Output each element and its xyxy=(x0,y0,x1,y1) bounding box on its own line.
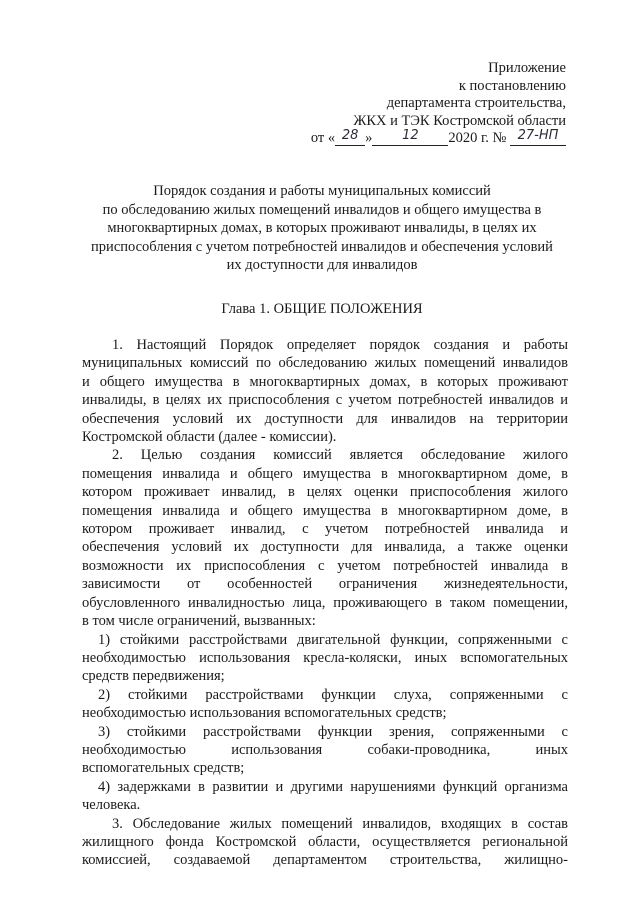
date-month: 12 xyxy=(402,128,419,144)
text-line: обеспечения условий их доступности для инвалида, а также оценки xyxy=(82,539,568,556)
text-line: котором проживает инвалид, с учетом потребностей инвалида и xyxy=(82,521,568,538)
paragraph-3 xyxy=(82,815,568,870)
annex-date-line xyxy=(311,130,566,148)
text-line: необходимостью использования кресла-коляски, иных вспомогательных xyxy=(82,649,568,666)
annex-line: Приложение xyxy=(488,60,566,76)
text-line: необходимостью использования вспомогательных средств; xyxy=(82,705,447,722)
title-line: многоквартирных домах, в которых проживают инвалиды, в целях их xyxy=(107,220,537,237)
text-line: средств передвижения; xyxy=(82,668,225,685)
text-line: муниципальных комиссий по обследованию жилых помещений инвалидов xyxy=(82,355,568,372)
text-line: 1. Настоящий Порядок определяет порядок создания и работы xyxy=(112,337,568,353)
text-line: 4) задержками в развитии и другими нарушениями функций организма xyxy=(98,778,568,795)
text-line: помещения инвалида и общего имущества в многоквартирном доме, в xyxy=(82,465,568,482)
text-line: и общего имущества в многоквартирных домах, в которых проживают xyxy=(82,373,568,390)
text-line: обеспечения условий их доступности для инвалидов на территории xyxy=(82,410,568,427)
text-line: котором проживает инвалид, в целях оценки приспособления жилого xyxy=(82,484,568,501)
date-month-blank xyxy=(372,128,448,146)
paragraph-2 xyxy=(82,446,568,630)
doc-number-blank xyxy=(510,128,566,146)
text-line: в том числе ограничений, вызванных: xyxy=(82,613,316,630)
title-line: приспособления с учетом потребностей инвалидов и обеспечения условий xyxy=(91,238,553,255)
text-line: Костромской области (далее - комиссии). xyxy=(82,429,337,446)
annex-line: к постановлению xyxy=(458,77,566,94)
document-title xyxy=(70,182,574,275)
text-line: жилищного фонда Костромской области, осуществляется региональной xyxy=(82,833,568,850)
annex-line: департамента строительства, xyxy=(386,95,566,112)
title-line: Порядок создания и работы муниципальных комиссий xyxy=(153,183,491,199)
text-line: 3) стойкими расстройствами функции зрения, сопряженными с xyxy=(98,723,568,740)
title-line: их доступности для инвалидов xyxy=(226,257,418,274)
text-line: вспомогательных средств; xyxy=(82,760,245,777)
date-prefix: от « xyxy=(310,130,336,147)
text-line: комиссией, создаваемой департаментом строительства, жилищно- xyxy=(82,852,568,869)
list-item-1 xyxy=(82,631,568,686)
chapter-heading: Глава 1. ОБЩИЕ ПОЛОЖЕНИЯ xyxy=(221,301,423,317)
title-line: по обследованию жилых помещений инвалидов и общего имущества в xyxy=(102,201,542,218)
text-line: помещения инвалида и общего имущества в многоквартирном доме, в xyxy=(82,502,568,519)
text-line: инвалиды, в целях их приспособления с учетом потребностей инвалидов и xyxy=(82,392,568,409)
text-line: 1) стойкими расстройствами двигательной функции, сопряженными с xyxy=(98,631,568,648)
date-day-blank xyxy=(335,128,365,146)
paragraph-1 xyxy=(82,336,568,446)
text-line: 3. Обследование жилых помещений инвалидов, входящих в состав xyxy=(112,815,568,832)
list-item-2 xyxy=(82,686,568,723)
date-day: 28 xyxy=(341,128,359,144)
document-body xyxy=(82,336,568,870)
annex-block xyxy=(311,60,566,148)
list-item-3 xyxy=(82,723,568,778)
date-year: 2020 г. № xyxy=(448,130,507,147)
text-line: 2) стойкими расстройствами функции слуха, сопряженными с xyxy=(98,686,568,703)
date-mid: » xyxy=(365,130,373,147)
text-line: зависимости от особенностей ограничения жизнедеятельности, xyxy=(82,576,568,593)
text-line: 2. Целью создания комиссий является обследование жилого xyxy=(112,447,568,464)
annex-line: ЖКХ и ТЭК Костромской области xyxy=(353,112,566,129)
list-item-4 xyxy=(82,778,568,815)
text-line: человека. xyxy=(82,797,141,814)
text-line: необходимостью использования собаки-проводника, иных xyxy=(82,741,568,758)
text-line: обусловленного инвалидностью лица, проживающего в таком помещении, xyxy=(82,594,568,611)
text-line: возможности их приспособления с учетом потребностей инвалида в xyxy=(82,557,568,574)
doc-number: 27-НП xyxy=(517,128,559,144)
